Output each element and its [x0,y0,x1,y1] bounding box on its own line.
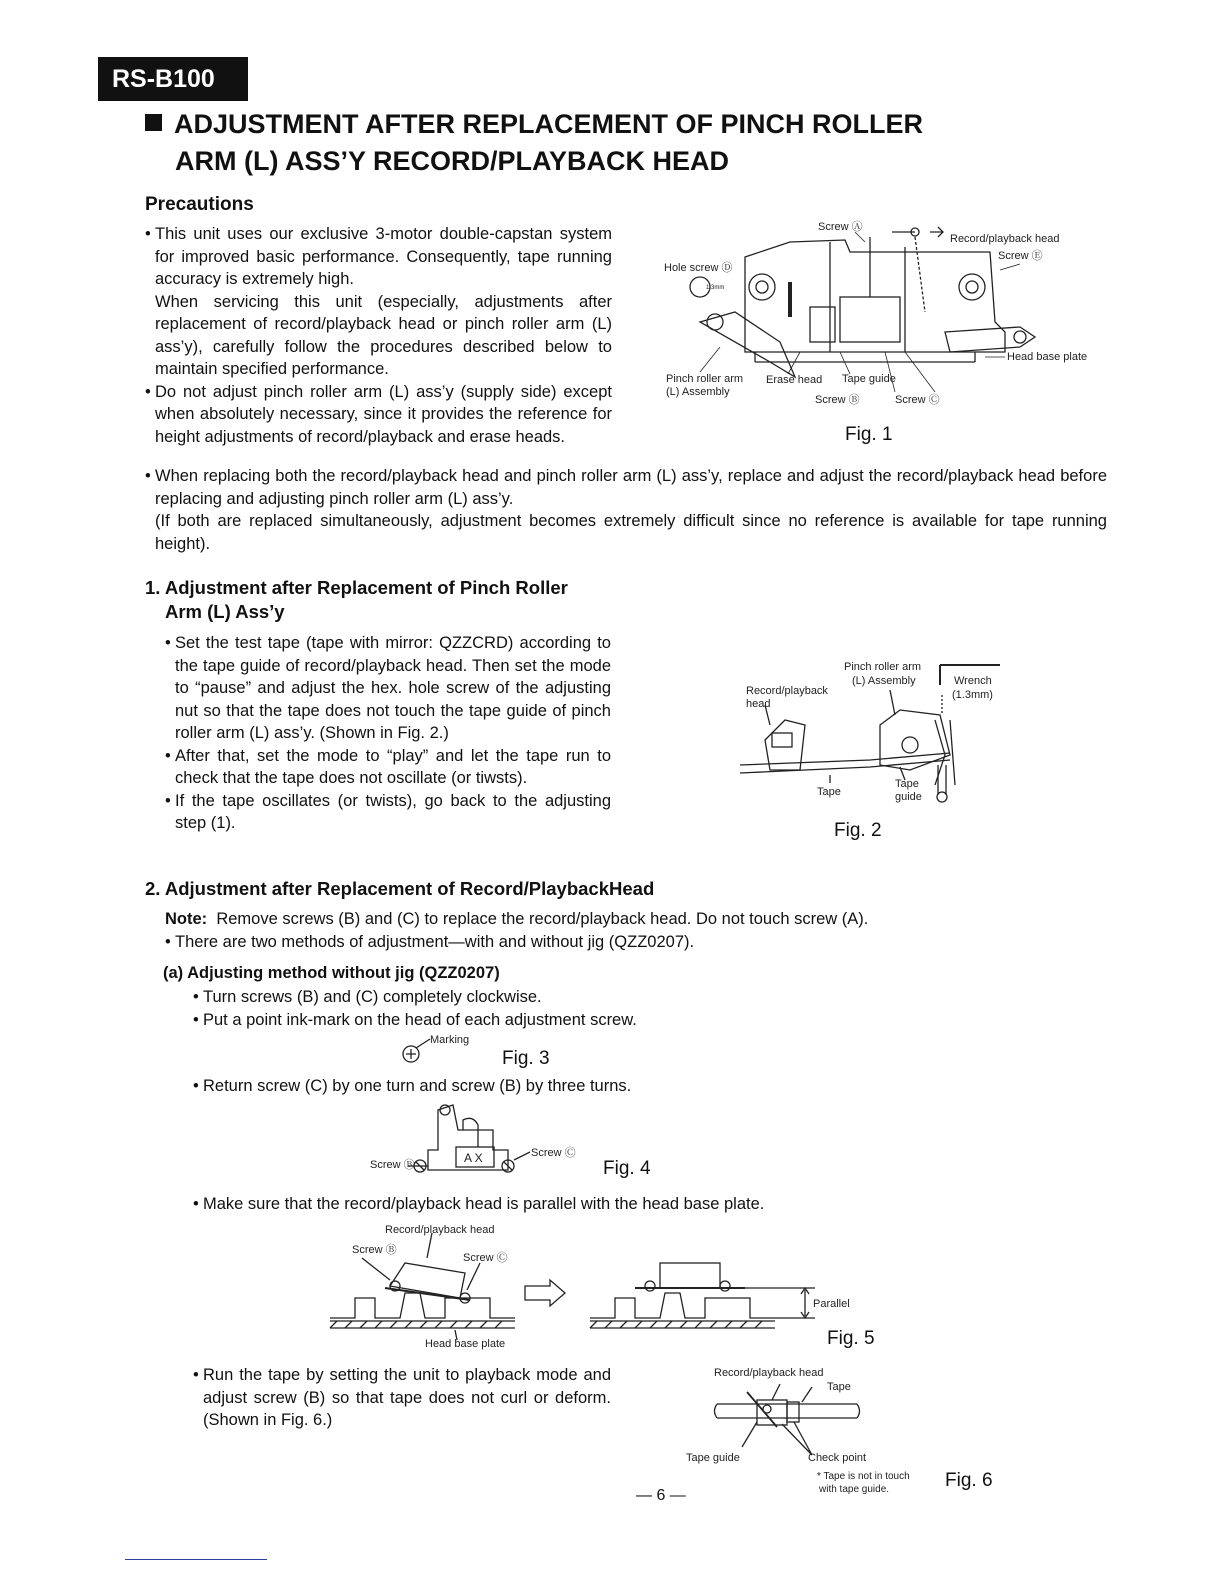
fig1-screw-b-label: Screw Ⓑ [815,394,860,406]
precaution-bullet-1-cont: When servicing this unit (especially, adjustments after replacement of record/playback head or pinch roller arm (L) ass’y), carefully follow the procedures described below to maintain specified performance. [155,292,612,378]
fig5-head-base-label: Head base plate [425,1338,506,1350]
fig2-tape-guide-label-2: guide [895,791,922,803]
fig2-drawing [740,655,1010,815]
fig1-screw-d-left [749,274,775,300]
fig2-rp-head-label-2: head [746,698,771,710]
fig1-dim-label: 1.3mm [706,285,725,291]
fig5-right-head-parallel [660,1263,720,1288]
fig1-screw-e-right [959,274,985,300]
section1-bullet-3: • If the tape oscillates (or twists), go back to the adjusting step (1). [165,790,611,835]
fig1-erase-head-label: Erase head [766,374,823,386]
page-number: — 6 — [636,1487,686,1504]
precaution-bullet-3-note: (If both are replaced simultaneously, adjustment becomes extremely difficult since no reference is available for tape running height). [155,512,1107,553]
fig1-rp-head-label: Record/playback head [950,233,1060,245]
title-bullet-square [145,114,162,131]
fig4-drawing [368,1100,608,1180]
fig1-pinch-arm [700,312,795,377]
precaution-bullet-2: • Do not adjust pinch roller arm (L) ass’y (supply side) except when absolutely necessary, since it provides the reference for height adjustments of record/playback and erase heads. [145,381,612,449]
title-line-1: ADJUSTMENT AFTER REPLACEMENT OF PINCH ROLLER [174,109,923,139]
precautions-heading: Precautions [145,194,254,215]
fig5-left-base [330,1293,515,1318]
fig1-label: Fig. 1 [845,424,893,445]
fig6-drawing [682,1362,932,1497]
fig5-drawing [325,1218,885,1353]
section1-bullet-1: • Set the test tape (tape with mirror: QZZCRD) according to the tape guide of record/playback head. Then set the mode to “pause” and adjust the hex. hole screw of the adjusting nut so that the tape does not touch the tape guide of pinch roller arm (L) ass’y. (Shown in Fig. 2.) [165,632,611,745]
fig3-label: Fig. 3 [502,1048,550,1069]
section1-bullet-2: • After that, set the mode to “play” and let the tape run to check that the tape does not oscillate (or tiwsts). [165,745,611,790]
fig1-screw-a-label: Screw Ⓐ [818,221,863,233]
section2a-bullet-1: • Turn screws (B) and (C) completely clockwise. [193,986,793,1009]
fig2-tape-guide [938,765,946,795]
fig5-arrow [525,1280,565,1306]
fig5-label: Fig. 5 [827,1328,875,1349]
fig2-tape-label: Tape [817,786,841,798]
fig1-base-outline [745,240,1005,352]
fig5-parallel-label: Parallel [813,1298,850,1310]
fig1-hole-screw-label: Hole screw Ⓓ [664,262,733,274]
fig2-tape-guide-label-1: Tape [895,778,919,790]
fig2-rp-head-label: Record/playback [746,685,828,697]
fig1-tape-guide-label: Tape guide [842,373,896,385]
fig1-pinch-arm-label: Pinch roller arm [666,373,744,385]
section2-methods-bullet: • There are two methods of adjustment—with and without jig (QZZ0207). [165,931,1065,954]
fig4-label: Fig. 4 [603,1158,651,1179]
section2a-bullets-3 [193,1193,893,1216]
section2-note-block [165,908,1065,953]
model-badge: RS-B100 [98,57,248,101]
fig5-screw-c-label: Screw Ⓒ [463,1252,508,1264]
section2a-bullet-4: • Make sure that the record/playback head is parallel with the head base plate. [193,1193,893,1216]
fig2-assembly-label: (L) Assembly [852,675,916,687]
section1-heading [145,576,568,624]
fig5-left-head-tilted [390,1263,465,1298]
fig1-erase-head [810,307,835,342]
section2-note-text: Remove screws (B) and (C) to replace the record/playback head. Do not touch screw (A). [216,910,869,928]
fig6-label: Fig. 6 [945,1470,993,1491]
precaution-bullet-3: • When replacing both the record/playback head and pinch roller arm (L) ass’y, replace and adjust the record/playback head before replacing and adjusting pinch roller arm (L) ass’y. [145,465,1107,510]
section2a-bullets-4 [193,1364,611,1432]
fig6-note-2: with tape guide. [819,1484,890,1495]
fig5-right-base [590,1293,775,1318]
section2-heading: 2. Adjustment after Replacement of Record/PlaybackHead [145,878,655,899]
fig3-marking-label: Marking [430,1034,470,1046]
fig6-rp-head-label: Record/playback head [714,1367,824,1379]
footer-rule [125,1559,267,1560]
section2a-bullet-3: • Return screw (C) by one turn and screw (B) by three turns. [193,1075,793,1098]
fig6-tape-label: Tape [827,1381,851,1393]
fig2-label: Fig. 2 [834,820,882,841]
precaution-bullet-1: • This unit uses our exclusive 3-motor double-capstan system for improved basic performance. Consequently, tape running accuracy is extremely high. [145,223,612,291]
fig5-rp-head-label: Record/playback head [385,1224,495,1236]
section2-note-label: Note: [165,910,208,928]
fig5-screw-b-label: Screw Ⓑ [352,1244,397,1256]
fig3-drawing [396,1032,496,1066]
section1-heading-line2: Arm (L) Ass’y [165,601,285,622]
fig2-wrench-label: Wrench [954,675,992,687]
section2a-bullets-2 [193,1075,793,1098]
fig6-check-point-label: Check point [808,1452,867,1464]
fig1-drawing [660,212,1110,412]
section2a-bullets-1 [193,986,793,1031]
section2-note [165,908,1065,931]
section2a-bullet-2: • Put a point ink-mark on the head of each adjustment screw. [193,1009,793,1032]
fig4-screw-b-label: Screw Ⓑ [370,1159,415,1171]
section1-heading-line1: 1. Adjustment after Replacement of Pinch Roller [145,577,568,598]
page-title [145,106,923,180]
section1-body [165,632,611,835]
precautions-block-wide [145,465,1107,555]
fig4-ax-text: A X [464,1151,483,1165]
fig1-rp-head [840,297,900,342]
fig6-note-1: * Tape is not in touch [817,1471,910,1482]
fig1-screw-c-label: Screw Ⓒ [895,394,940,406]
fig1-assembly-label: (L) Assembly [666,386,730,398]
section2a-bullet-5: • Run the tape by setting the unit to playback mode and adjust screw (B) so that tape does not curl or deform. (Shown in Fig. 6.) [193,1364,611,1432]
fig2-pinch-arm-label: Pinch roller arm [844,661,922,673]
section2a-heading: (a) Adjusting method without jig (QZZ0207) [163,964,500,982]
fig1-head-base-label: Head base plate [1007,351,1088,363]
title-line-2: ARM (L) ASS’Y RECORD/PLAYBACK HEAD [175,146,730,176]
fig2-wrench-size-label: (1.3mm) [952,689,993,701]
fig6-tape-guide-label: Tape guide [686,1452,740,1464]
precautions-block [145,223,612,448]
fig4-screw-c-label: Screw Ⓒ [531,1147,576,1159]
fig1-screw-e-label: Screw Ⓔ [998,250,1043,262]
